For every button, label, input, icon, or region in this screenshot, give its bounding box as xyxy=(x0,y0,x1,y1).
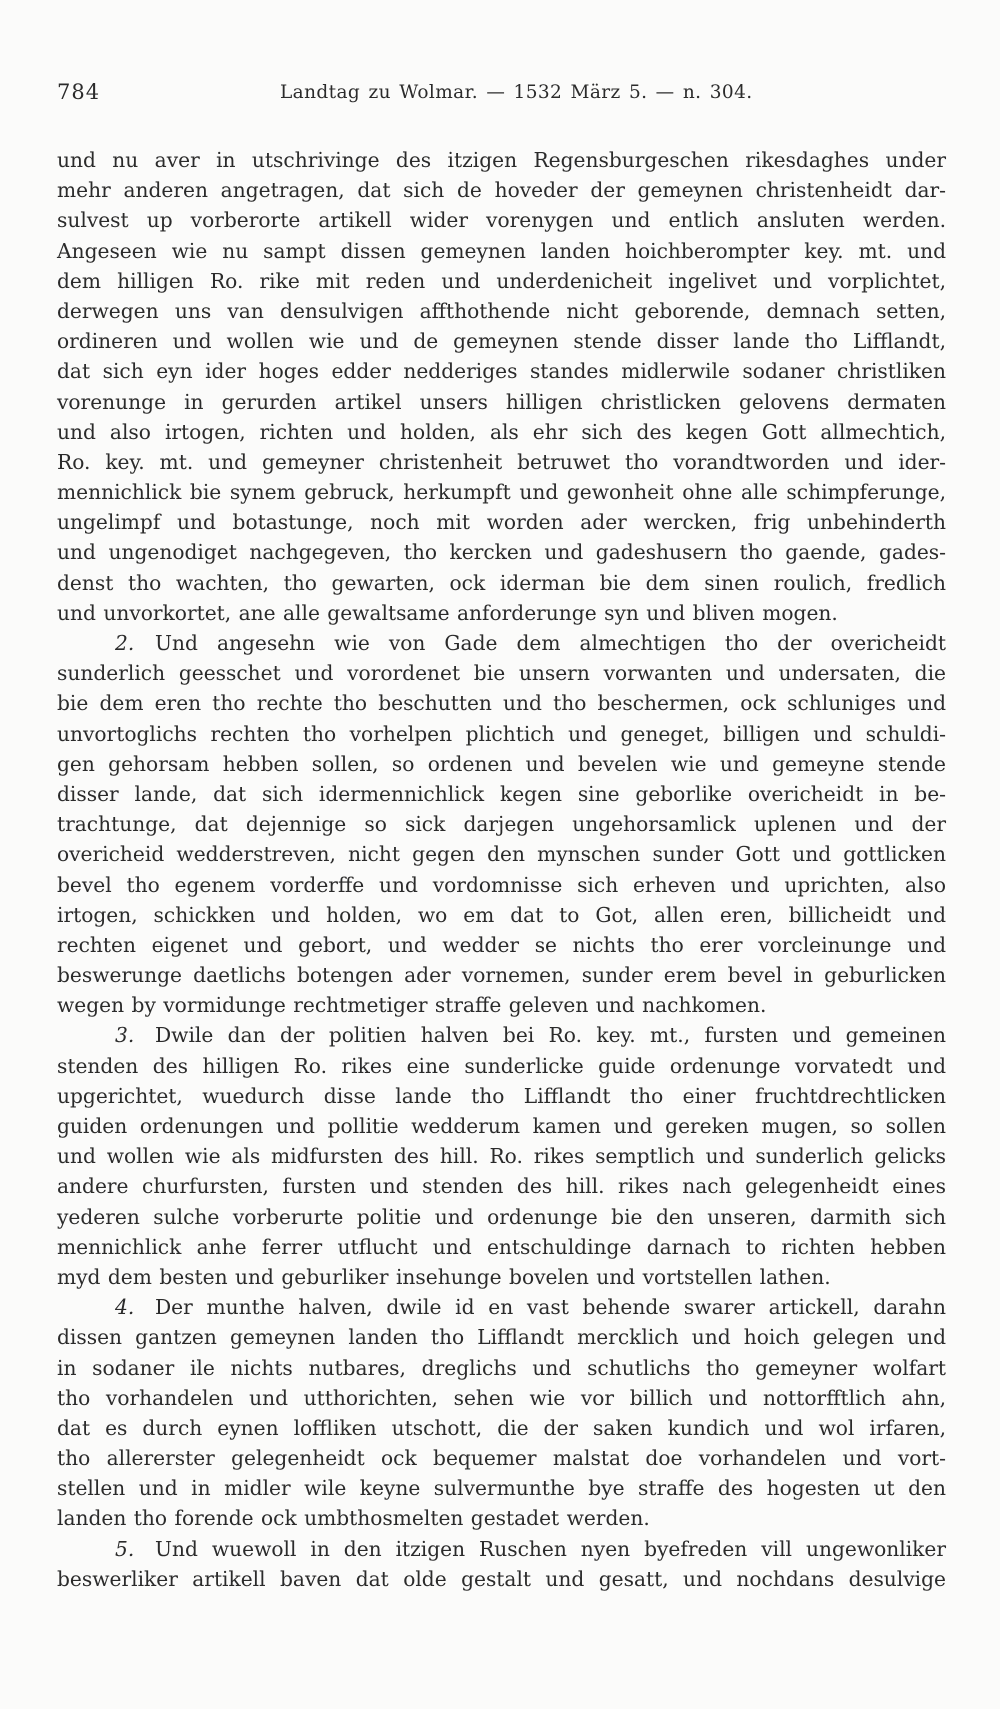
line-text: landen tho forende ock umbthosmelten gestadet werden. xyxy=(57,1506,650,1531)
line-text: bie dem eren tho rechte tho beschutten und tho beschermen, ock schluniges und xyxy=(57,691,946,716)
line-text: bevel tho egenem vorderffe und vordomnisse sich erheven und uprichten, also xyxy=(57,872,946,897)
line-text: Angeseen wie nu sampt dissen gemeynen landen hoichberompter key. mt. und xyxy=(57,238,946,263)
text-line xyxy=(57,507,946,537)
section-number: 4. xyxy=(115,1295,135,1320)
line-text: yederen sulche vorberurte politie und ordenunge bie den unseren, darmith sich xyxy=(57,1204,946,1229)
text-line xyxy=(57,1503,946,1533)
text-line xyxy=(57,447,946,477)
text-line xyxy=(57,477,946,507)
line-text: Dwile dan der politien halven bei Ro. key. mt., fursten und gemeinen xyxy=(155,1023,946,1048)
text-line xyxy=(57,809,946,839)
line-text: dem hilligen Ro. rike mit reden und underdenicheit ingelivet und vorplichtet, xyxy=(57,268,946,293)
page-header xyxy=(57,80,946,108)
line-text: stellen und in midler wile keyne sulvermunthe bye straffe des hogesten ut den xyxy=(57,1476,946,1501)
text-line xyxy=(57,1081,946,1111)
text-line xyxy=(57,1473,946,1503)
text-line xyxy=(57,1292,946,1322)
line-text: overicheid wedderstreven, nicht gegen den mynschen sunder Gott und gottlicken xyxy=(57,842,946,867)
text-line xyxy=(57,930,946,960)
line-text: dissen gantzen gemeynen landen tho Lifflandt mercklich und hoich gelegen und xyxy=(57,1325,946,1350)
line-text: mennichlick bie synem gebruck, herkumpft und gewonheit ohne alle schimpferunge, xyxy=(57,480,946,505)
text-line xyxy=(57,1171,946,1201)
line-text: sunderlich geesschet und vorordenet bie unsern vorwanten und undersaten, die xyxy=(57,661,946,686)
text-line xyxy=(57,1111,946,1141)
line-text: rechten eigenet und gebort, und wedder se nichts tho erer vorcleinunge und xyxy=(57,932,946,957)
text-line xyxy=(57,1443,946,1473)
line-text: guiden ordenungen und pollitie wedderum kamen und gereken mugen, so sollen xyxy=(57,1114,946,1138)
line-text: upgerichtet, wuedurch disse lande tho Lifflandt tho einer fruchtdrechtlicken xyxy=(57,1083,946,1108)
line-text: wegen by vormidunge rechtmetiger straffe geleven und nachkomen. xyxy=(57,993,767,1018)
text-line xyxy=(57,1262,946,1292)
line-text: andere churfursten, fursten und stenden des hill. rikes nach gelegenheidt eines xyxy=(57,1174,946,1199)
text-line xyxy=(57,628,946,658)
line-text: myd dem besten und geburliker insehunge bovelen und vortstellen lathen. xyxy=(57,1264,831,1289)
line-text: beswerliker artikell baven dat olde gestalt und gesatt, und nochdans desulvige xyxy=(57,1566,946,1591)
body-text xyxy=(57,145,946,1594)
line-text: denst tho wachten, tho gewarten, ock iderman bie dem sinen roulich, fredlich xyxy=(57,570,946,595)
text-line xyxy=(57,568,946,598)
line-text: disser lande, dat sich idermennichlick kegen sine geborlike overicheidt in be- xyxy=(57,781,946,806)
line-text: vorenunge in gerurden artikel unsers hilligen christlicken gelovens dermaten xyxy=(57,389,946,414)
text-line xyxy=(57,1202,946,1232)
text-line xyxy=(57,1383,946,1413)
text-line xyxy=(57,1020,946,1050)
text-line xyxy=(57,417,946,447)
line-text: mehr anderen angetragen, dat sich de hoveder der gemeynen christenheidt dar- xyxy=(57,178,946,203)
line-text: und nu aver in utschrivinge des itzigen Regensburgeschen rikesdaghes under xyxy=(57,148,946,172)
text-line xyxy=(57,1232,946,1262)
text-line xyxy=(57,1353,946,1383)
line-text: sulvest up vorberorte artikell wider vorenygen und entlich ansluten werden. xyxy=(57,208,946,233)
text-line xyxy=(57,356,946,386)
text-line xyxy=(57,990,946,1020)
line-text: gen gehorsam hebben sollen, so ordenen und bevelen wie und gemeyne stende xyxy=(57,751,946,776)
text-line xyxy=(57,960,946,990)
line-text: trachtunge, dat dejennige so sick darjegen ungehorsamlick uplenen und der xyxy=(57,812,946,837)
text-line xyxy=(57,779,946,809)
text-line xyxy=(57,658,946,688)
line-text: und also irtogen, richten und holden, als ehr sich des kegen Gott allmechtich, xyxy=(57,419,946,444)
line-text: in sodaner ile nichts nutbares, dreglichs und schutlichs tho gemeyner wolfart xyxy=(57,1355,946,1380)
line-text: unvortoglichs rechten tho vorhelpen plichtich und geneget, billigen und schuldi- xyxy=(57,721,946,746)
text-line xyxy=(57,1413,946,1443)
line-text: irtogen, schickken und holden, wo em dat to Got, allen eren, billicheidt und xyxy=(57,902,946,927)
section-number: 3. xyxy=(115,1023,135,1048)
text-line xyxy=(57,266,946,296)
line-text: und ungenodiget nachgegeven, tho kercken und gadeshusern tho gaende, gades- xyxy=(57,540,946,565)
text-line xyxy=(57,1051,946,1081)
text-line xyxy=(57,749,946,779)
text-line xyxy=(57,175,946,205)
line-text: dat es durch eynen lofflikеn utschott, die der saken kundich und wol irfaren, xyxy=(57,1415,946,1440)
text-line xyxy=(57,387,946,417)
text-line xyxy=(57,205,946,235)
line-text: tho vorhandelen und utthorichten, sehen wie vor billich und nottorfftlich ahn, xyxy=(57,1385,946,1410)
text-line xyxy=(57,870,946,900)
line-text: und unvorkortet, ane alle gewaltsame anforderunge syn und bliven mogen. xyxy=(57,600,838,625)
text-line xyxy=(57,326,946,356)
line-text: Und wuewoll in den itzigen Ruschen nyen byefreden vill ungewonliker xyxy=(155,1536,946,1561)
line-text: dat sich eyn ider hoges edder nedderiges standes midlerwile sodaner christliken xyxy=(57,359,946,384)
text-line xyxy=(57,1564,946,1594)
section-number: 5. xyxy=(115,1536,135,1561)
text-line xyxy=(57,145,946,175)
text-line xyxy=(57,1141,946,1171)
line-text: stenden des hilligen Ro. rikes eine sunderlicke guide ordenunge vorvatedt und xyxy=(57,1053,946,1078)
line-text: und wollen wie als midfursten des hill. Ro. rikes semptlich und sunderlich gelicks xyxy=(57,1144,946,1169)
text-line xyxy=(57,839,946,869)
text-line xyxy=(57,296,946,326)
text-line xyxy=(57,236,946,266)
line-text: Der munthe halven, dwile id en vast behende swarer artickell, darahn xyxy=(155,1295,946,1320)
text-line xyxy=(57,598,946,628)
line-text: Und angesehn wie von Gade dem almechtigen tho der overicheidt xyxy=(155,631,946,655)
line-text: ungelimpf und botastunge, noch mit worden ader wercken, frig unbehinderth xyxy=(57,510,946,535)
running-head: Landtag zu Wolmar. — 1532 März 5. — n. 304. xyxy=(280,82,753,103)
line-text: mennichlick anhe ferrer utflucht und entschuldinge darnach to richten hebben xyxy=(57,1234,946,1259)
line-text: ordineren und wollen wie und de gemeynen stende disser lande tho Lifflandt, xyxy=(57,329,946,354)
page-number: 784 xyxy=(57,80,101,104)
line-text: tho allererster gelegenheidt ock bequemer malstat doe vorhandelen und vort- xyxy=(57,1446,946,1471)
text-line xyxy=(57,537,946,567)
text-line xyxy=(57,688,946,718)
line-text: Ro. key. mt. und gemeyner christenheit betruwet tho vorandtworden und ider- xyxy=(57,449,946,474)
text-line xyxy=(57,1534,946,1564)
section-number: 2. xyxy=(115,631,135,655)
text-line xyxy=(57,1322,946,1352)
line-text: beswerunge daetlichs botengen ader vornemen, sunder erem bevel in geburlicken xyxy=(57,963,946,988)
line-text: derwegen uns van densulvigen affthothende nicht geborende, demnach setten, xyxy=(57,298,946,323)
text-line xyxy=(57,900,946,930)
text-line xyxy=(57,719,946,749)
